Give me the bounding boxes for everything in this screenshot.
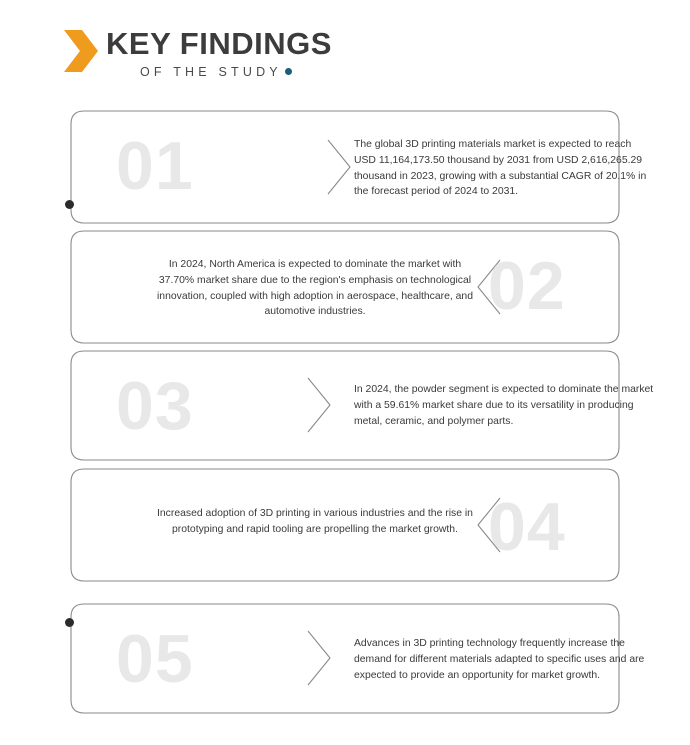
finding-number: 01 xyxy=(116,128,194,204)
finding-number: 04 xyxy=(488,489,566,565)
finding-item-05 xyxy=(70,603,645,715)
finding-number: 05 xyxy=(116,621,194,697)
finding-text: In 2024, North America is expected to dominate the market with 37.70% market share due to the region's emphasis on technological innovation, coupled with high adoption in aerospace, healthcare, and automotive industries. xyxy=(157,259,473,318)
finding-text: The global 3D printing materials market is expected to reach USD 11,164,173.50 thousand by 2031 from USD 2,616,265.29 thousand in 2023, growing with a substantial CAGR of 20.1% in the forecast period of 2024 to 2031. xyxy=(354,139,647,198)
page-title: KEY FINDINGS xyxy=(106,26,332,61)
finding-text: Increased adoption of 3D printing in various industries and the rise in prototyping and rapid tooling are propelling the market growth. xyxy=(157,508,473,535)
timeline-dot-icon xyxy=(65,200,74,209)
finding-number: 02 xyxy=(488,248,566,324)
finding-text: Advances in 3D printing technology frequently increase the demand for different materials adapted to specific uses and are expected to provide an opportunity for market growth. xyxy=(354,638,645,681)
finding-item-02 xyxy=(70,230,620,345)
finding-item-01 xyxy=(70,110,647,225)
finding-text: In 2024, the powder segment is expected to dominate the market with a 59.61% market share due to its versatility in producing metal, ceramic, and polymer parts. xyxy=(354,384,654,427)
finding-item-04 xyxy=(70,468,620,583)
finding-number: 03 xyxy=(116,368,194,444)
timeline-dot-icon xyxy=(65,618,74,627)
page-subtitle: OF THE STUDY xyxy=(140,64,282,79)
finding-item-03 xyxy=(70,350,654,462)
